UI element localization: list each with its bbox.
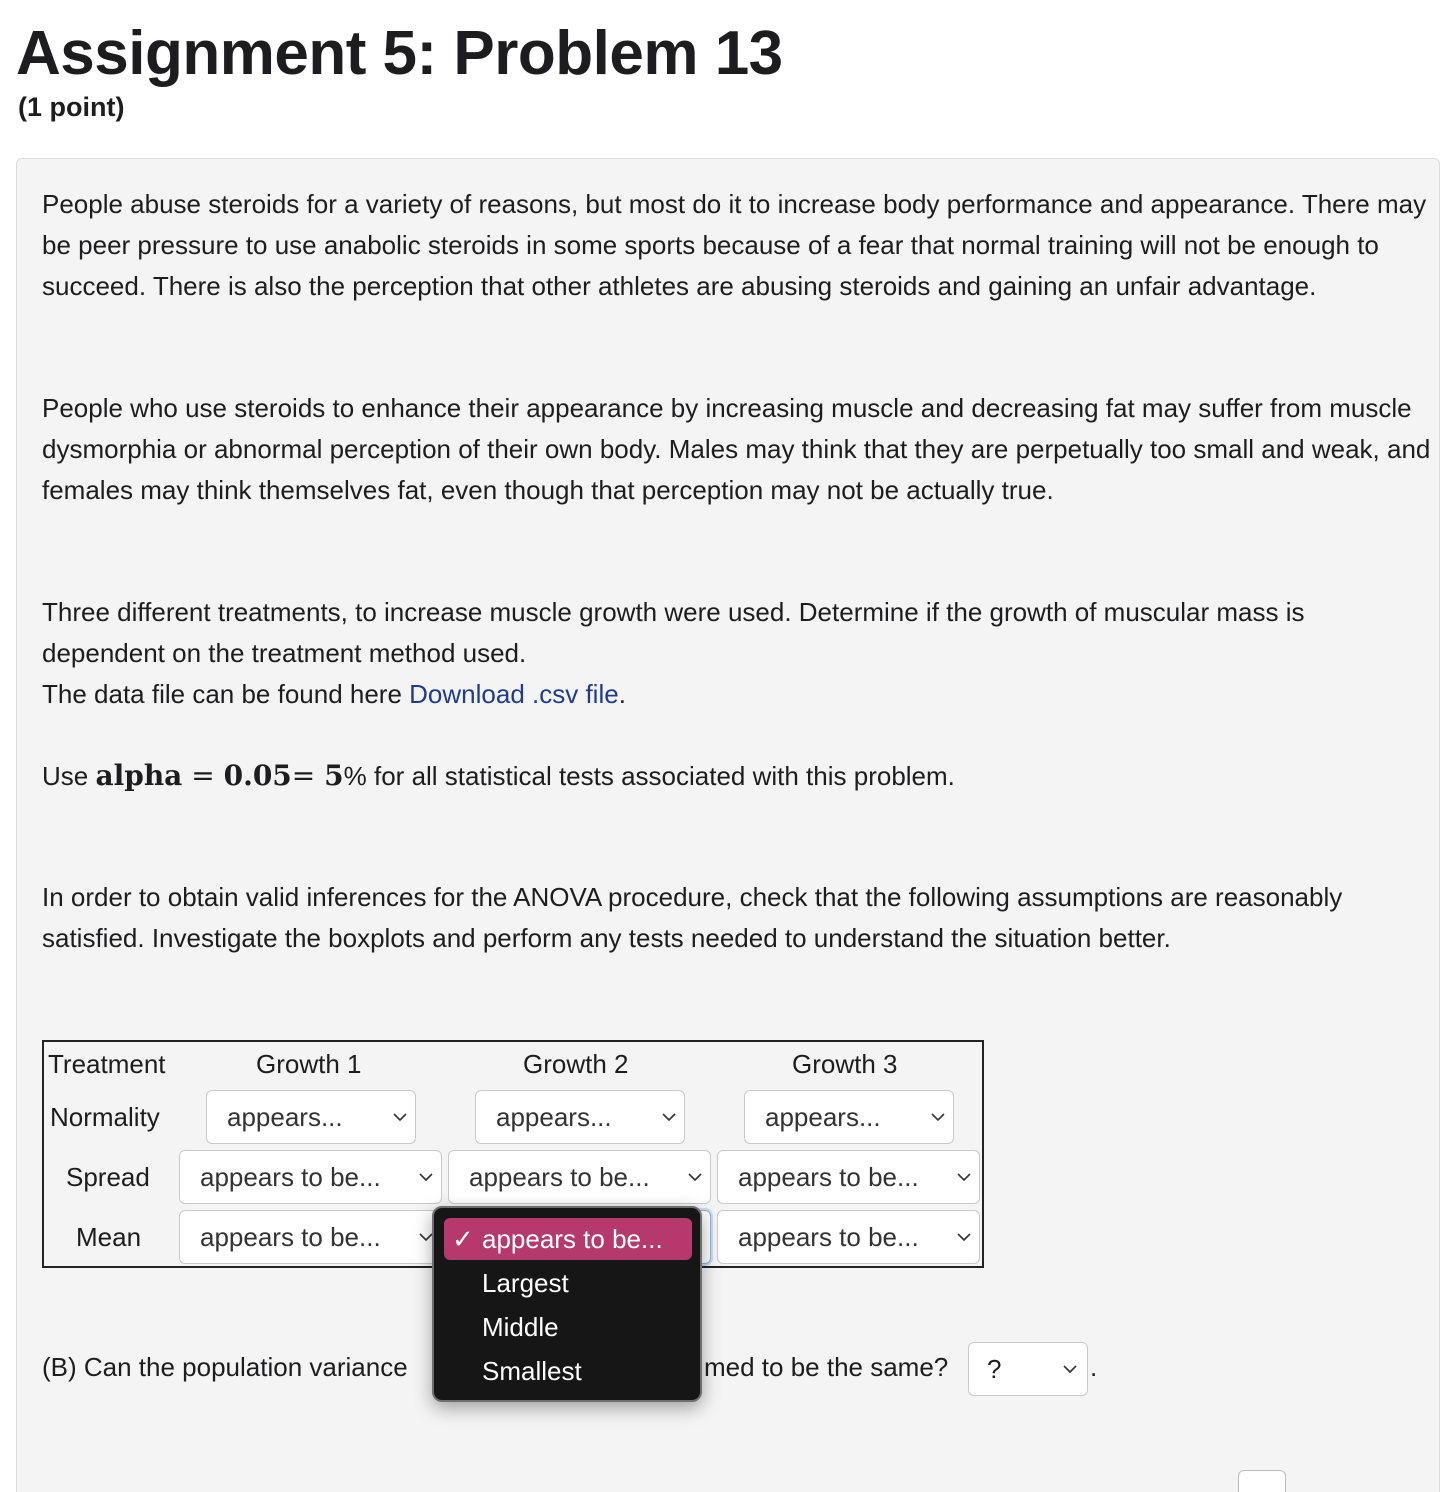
alpha-value: 0.05 [223,759,292,792]
alpha-percent: 5 [324,759,344,792]
question-b-suffix: med to be the same? [704,1352,949,1382]
header-growth-1: Growth 1 [256,1049,362,1079]
normality-select-growth-2-value: appears... [496,1102,612,1132]
paragraph-assumptions: In order to obtain valid inferences for the ANOVA procedure, check that the following assumptions are reasonably satisfied. Investigate the boxplots and perform any tests needed to understand the situation better. [42,882,1343,953]
problem-card [16,158,1440,1492]
spread-select-growth-2[interactable] [448,1150,711,1204]
header-growth-2: Growth 2 [523,1049,629,1079]
alpha-suffix: % for all statistical tests associated with this problem. [343,761,955,791]
paragraph-dysmorphia: People who use steroids to enhance their appearance by increasing muscle and decreasing fat may suffer from muscle dysmorphia or abnormal perception of their own body. Males may think that they are perpetually too small and weak, and females may think themselves fat, even though that perception may not be actually true. [42,393,1431,505]
mean-dropdown-menu [432,1206,702,1402]
treatments-text: Three different treatments, to increase muscle growth were used. Determine if the growth of muscular mass is dependent on the treatment method used. [42,597,1305,668]
row-label-mean: Mean [76,1222,142,1252]
checkmark-icon: ✓ [452,1224,474,1254]
row-label-normality: Normality [50,1102,160,1132]
chevron-down-icon [419,1170,433,1184]
normality-select-growth-3-value: appears... [765,1102,881,1132]
chevron-down-icon [393,1110,407,1124]
data-file-text: The data file can be found here [42,679,410,709]
question-b-prefix: (B) Can the population variance [42,1352,408,1382]
chevron-down-icon [931,1110,945,1124]
answer-input-box[interactable] [1238,1470,1286,1492]
spread-select-growth-3[interactable] [717,1150,980,1204]
mean-select-growth-3-value: appears to be... [738,1222,919,1252]
chevron-down-icon [957,1230,971,1244]
mean-select-growth-3[interactable] [717,1210,980,1264]
normality-select-growth-3[interactable] [744,1090,954,1144]
paragraph-treatments [42,592,1432,715]
mean-select-growth-1-value: appears to be... [200,1222,381,1252]
alpha-equals-2: = [291,759,325,792]
spread-select-growth-3-value: appears to be... [738,1162,919,1192]
header-growth-3: Growth 3 [792,1049,898,1079]
row-label-spread: Spread [66,1162,150,1192]
dropdown-option-label: appears to be... [482,1224,663,1254]
normality-select-growth-1-value: appears... [227,1102,343,1132]
data-file-period: . [618,679,626,709]
chevron-down-icon [1063,1362,1077,1376]
dropdown-option-largest[interactable]: Largest [482,1268,569,1298]
spread-select-growth-2-value: appears to be... [469,1162,650,1192]
chevron-down-icon [662,1110,676,1124]
question-b-period: . [1090,1352,1098,1382]
dropdown-option-middle[interactable]: Middle [482,1312,559,1342]
spread-select-growth-1-value: appears to be... [200,1162,381,1192]
mean-select-growth-1[interactable] [179,1210,442,1264]
dropdown-option-appears[interactable] [444,1218,692,1260]
points-label: (1 point) [18,92,125,122]
chevron-down-icon [688,1170,702,1184]
chevron-down-icon [957,1170,971,1184]
alpha-symbol: alpha [95,759,183,792]
alpha-line [42,755,1432,797]
normality-select-growth-2[interactable] [475,1090,685,1144]
header-treatment: Treatment [48,1049,166,1079]
alpha-prefix: Use [42,761,96,791]
spread-select-growth-1[interactable] [179,1150,442,1204]
page-title: Assignment 5: Problem 13 [16,19,783,88]
alpha-equals: = [182,759,224,792]
download-csv-link[interactable]: Download .csv file [409,679,619,709]
paragraph-intro: People abuse steroids for a variety of reasons, but most do it to increase body performance and appearance. There may be peer pressure to use anabolic steroids in some sports because of a fear that normal training will not be enough to succeed. There is also the perception that other athletes are abusing steroids and gaining an unfair advantage. [42,189,1427,301]
variance-equal-select[interactable] [968,1342,1088,1396]
dropdown-option-smallest[interactable]: Smallest [482,1356,582,1386]
chevron-down-icon [419,1230,433,1244]
variance-equal-select-value: ? [987,1354,1002,1384]
normality-select-growth-1[interactable] [206,1090,416,1144]
